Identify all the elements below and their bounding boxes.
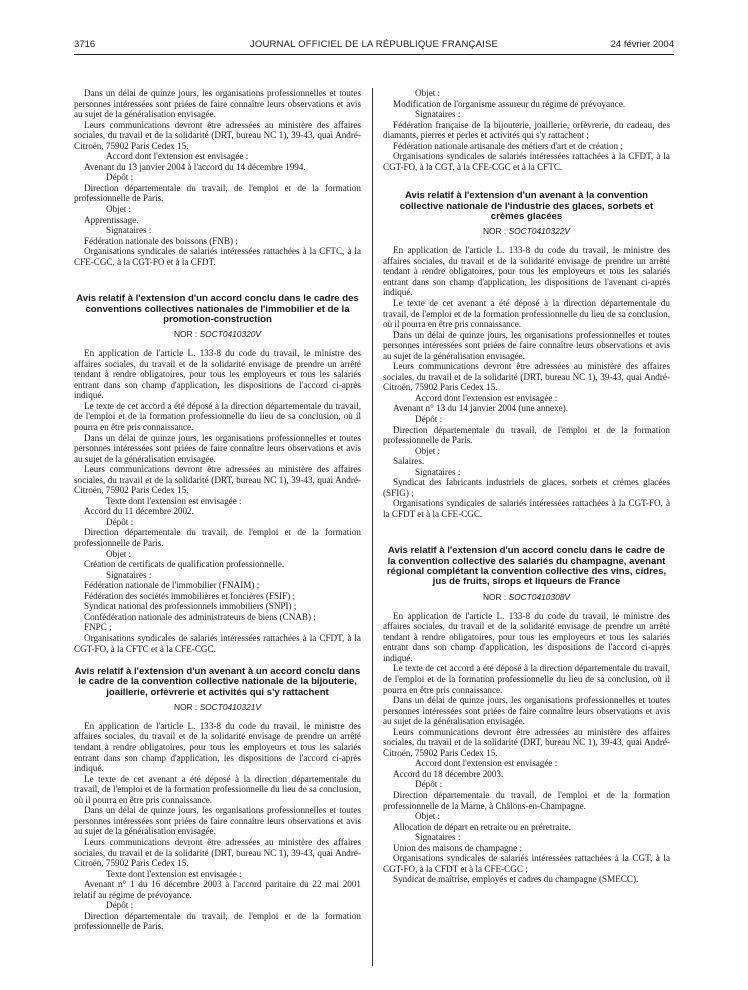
- right-column: [383, 88, 670, 885]
- paragraph: Leurs communications devront être adressées au ministère des affaires sociales, du travail et de la solidarité (DRT, bureau NC 1), 39-43, quai André-Citroën, 75902 Paris Cedex 15.: [383, 361, 670, 393]
- page-header: [74, 39, 674, 53]
- field-value: Modification de l'organisme assureur du régime de prévoyance.: [393, 98, 626, 109]
- notice-title: Avis relatif à l'extension d'un avenant à un accord conclu dans le cadre de la convention collective nationale de la bijouterie, joaillerie, orfèvrerie et activités qui s'y rattachent: [74, 666, 361, 698]
- signatory: FNPC ;: [84, 622, 112, 633]
- paragraph: En application de l'article L. 133-8 du code du travail, le ministre des affaires sociales, du travail et de la solidarité envisage de prendre un arrêté tendant à rendre obligatoires, pour tous les employeurs et tous les salariés entrant dans son champ d'application, les dispositions de l'accord ci-après indiqué.: [74, 348, 361, 401]
- signatory: Union des maisons de champagne ;: [393, 842, 522, 853]
- field-value: Avenant n° 1 du 16 décembre 2003 à l'accord paritaire du 22 mai 2001 relatif au régime de prévoyance.: [74, 879, 361, 900]
- notice-immobilier: [74, 294, 361, 654]
- field-value: Création de certificats de qualification professionnelle.: [84, 559, 285, 570]
- signatory: Fédération nationale de l'immobilier (FNAIM) ;: [84, 580, 260, 591]
- nor-reference: [74, 329, 361, 339]
- field-label: Dépôt :: [106, 516, 134, 527]
- field-value: Direction départementale du travail, de l'emploi et de la formation professionnelle de Paris.: [383, 424, 670, 446]
- nor-code: SOCT0410321V: [199, 701, 262, 712]
- paragraph: Dans un délai de quinze jours, les organisations professionnelles et toutes personnes intéressées sont priées de faire connaître leurs observations et avis au sujet de la généralisation envisagée.: [383, 329, 670, 361]
- field-value: Direction départementale du travail, de l'emploi et de la formation professionnelle de Paris.: [74, 527, 361, 549]
- notice-continued: [74, 88, 361, 267]
- paragraph: Dans un délai de quinze jours, les organisations professionnelles et toutes personnes intéressées sont priées de faire connaître leurs observations et avis au sujet de la généralisation envisagée.: [74, 805, 361, 837]
- paragraph: Le texte de cet accord a été déposé à la direction départementale du travail, de l'emploi et de la formation professionnelle du lieu de sa conclusion, où il pourra en être pris connaissance.: [74, 400, 361, 433]
- field-label: Signataires :: [106, 569, 152, 580]
- signatory: Fédération française de la bijouterie, joaillerie, orfèvrerie, du cadeau, des diamants, pierres et perles et activités qui s'y rattachent ;: [383, 119, 670, 141]
- signatory: Organisations syndicales de salariés intéressées rattachées à la CGT-FO, à la CFDT et à la CFE-CGC.: [383, 498, 670, 519]
- paragraph: Dans un délai de quinze jours, les organisations professionnelles et toutes personnes intéressées sont priées de faire connaître leurs observations et avis au sujet de la généralisation envisagée.: [74, 88, 361, 120]
- field-value: Allocation de départ en retraite ou en préretraite.: [393, 821, 571, 832]
- nor-label: NOR :: [482, 591, 507, 602]
- signatory: Fédération nationale des boissons (FNB) ;: [84, 235, 238, 246]
- paragraph: Leurs communications devront être adressées au ministère des affaires sociales, du travail et de la solidarité (DRT, bureau NC 1), 39-43, quai André-Citroën, 75902 Paris Cedex 15.: [74, 836, 361, 869]
- field-label: Objet :: [106, 204, 132, 215]
- notice-title: Avis relatif à l'extension d'un accord conclu dans le cadre de la convention collective des salariés du champagne, avenant régional complétant la convention collective des vins, cidres, jus de fruits, sirops et liqueurs de France: [386, 545, 667, 588]
- paragraph: Le texte de cet avenant a été déposé à la direction départementale du travail, de l'emploi et de la formation professionnelle du lieu de sa conclusion, où il pourra en être pris connaissance.: [383, 298, 670, 330]
- field-value: Apprentissage.: [84, 214, 139, 225]
- field-label: Texte dont l'extension est envisagée :: [106, 868, 242, 879]
- field-label: Signataires :: [415, 109, 461, 120]
- nor-reference: [383, 226, 670, 236]
- nor-reference: [383, 592, 670, 602]
- page-number: 3716: [74, 39, 96, 50]
- signatory: Organisations syndicales de salariés intéressées rattachées à la CFDT, à la CGT-FO, à la CGT, à la CFE-CGC et à la CFTC.: [383, 151, 670, 172]
- field-value: Avenant du 13 janvier 2004 à l'accord du 14 décembre 1994.: [84, 161, 306, 172]
- field-label: Objet :: [415, 88, 441, 98]
- nor-code: SOCT0410308V: [508, 591, 571, 602]
- paragraph: En application de l'article L. 133-8 du code du travail, le ministre des affaires sociales, du travail et de la solidarité envisage de prendre un arrêté tendant à rendre obligatoires, pour tous les employeurs et tous les salariés entrant dans son champ d'application, les dispositions de l'accord ci-après indiqué.: [383, 610, 670, 663]
- left-column: [74, 88, 361, 932]
- paragraph: Dans un délai de quinze jours, les organisations professionnelles et toutes personnes intéressées sont priées de faire connaître leurs observations et avis au sujet de la généralisation envisagée.: [383, 695, 670, 727]
- paragraph: En application de l'article L. 133-8 du code du travail, le ministre des affaires sociales, du travail et de la solidarité envisage de prendre un arrêté tendant à rendre obligatoires, pour tous les employeurs et tous les salariés entrant dans son champ d'application, les dispositions de l'accord ci-après indiqué.: [74, 720, 361, 774]
- field-value: Avenant n° 13 du 14 janvier 2004 (une annexe).: [393, 403, 569, 414]
- nor-code: SOCT0410320V: [199, 329, 262, 340]
- signatory: Confédération nationale des administrateurs de biens (CNAB) ;: [84, 611, 316, 622]
- journal-title: JOURNAL OFFICIEL DE LA RÉPUBLIQUE FRANÇAISE: [249, 39, 499, 50]
- notice-title: Avis relatif à l'extension d'un accord conclu dans le cadre des conventions collectives nationales de l'immobilier et de la promotion-construction: [76, 293, 359, 325]
- field-value: Salaires.: [393, 456, 425, 467]
- paragraph: Leurs communications devront être adressées au ministère des affaires sociales, du travail et de la solidarité (DRT, bureau NC 1), 39-43, quai André-Citroën, 75902 Paris Cedex 15.: [74, 464, 361, 496]
- signatory: Fédération nationale artisanale des métiers d'art et de création ;: [393, 140, 623, 151]
- field-value: Direction départementale du travail, de l'emploi et de la formation professionnelle de la Marne, à Châlons-en-Champagne.: [383, 789, 670, 811]
- paragraph: Dans un délai de quinze jours, les organisations professionnelles et toutes personnes intéressées sont priées de faire connaître leurs observations et avis au sujet de la généralisation envisagée.: [74, 432, 361, 464]
- field-label: Accord dont l'extension est envisagée :: [106, 151, 249, 162]
- field-label: Dépôt :: [106, 172, 134, 183]
- signatory: Syndicat de maîtrise, employés et cadres du champagne (SMECC).: [393, 874, 639, 885]
- signatory: Syndicat national des professionnels immobiliers (SNPI) ;: [84, 601, 297, 612]
- signatory: Fédération des sociétés immobilières et foncières (FSIF) ;: [84, 590, 296, 601]
- signatory: Organisations syndicales de salariés intéressées rattachées à la CFDT, à la CGT-FO, à la CFTC et à la CFE-CGC.: [74, 632, 361, 654]
- field-label: Signataires :: [415, 832, 461, 843]
- notice-bijouterie-continued: [383, 88, 670, 172]
- field-label: Dépôt :: [415, 779, 443, 790]
- paragraph: Le texte de cet accord a été déposé à la direction départementale du travail, de l'emploi et de la formation professionnelle du lieu de sa conclusion, où il pourra en être pris connaissance.: [383, 663, 670, 695]
- field-value: Direction départementale du travail, de l'emploi et de la formation professionnelle de Paris.: [74, 182, 361, 204]
- field-label: Objet :: [415, 811, 441, 822]
- field-label: Accord dont l'extension est envisagée :: [415, 758, 558, 769]
- field-value: Accord du 11 décembre 2002.: [84, 506, 194, 517]
- field-label: Signataires :: [415, 466, 461, 477]
- field-label: Objet :: [106, 548, 132, 559]
- notice-glaces: [383, 191, 670, 519]
- nor-label: NOR :: [482, 226, 507, 237]
- nor-code: SOCT0410322V: [508, 226, 571, 237]
- signatory: Organisations syndicales de salariés intéressées rattachées à la CFTC, à la CFE-CGC, à la CGT-FO et à la CFDT.: [74, 246, 361, 267]
- notice-bijouterie: [74, 667, 361, 932]
- signatory: Syndicat des fabricants industriels de glaces, sorbets et crèmes glacées (SFIG) ;: [383, 477, 670, 498]
- paragraph: En application de l'article L. 133-8 du code du travail, le ministre des affaires sociales, du travail et de la solidarité envisage de prendre un arrêté tendant à rendre obligatoires, pour tous les employeurs et tous les salariés entrant dans son champ d'application, les dispositions de l'avenant ci-après indiqué.: [383, 245, 670, 298]
- field-label: Objet :: [415, 445, 441, 456]
- field-value: Direction départementale du travail, de l'emploi et de la formation professionnelle de Paris.: [74, 910, 361, 932]
- field-label: Signataires :: [106, 225, 152, 236]
- field-label: Dépôt :: [106, 900, 134, 911]
- nor-reference: [74, 702, 361, 712]
- nor-label: NOR :: [173, 329, 198, 340]
- paragraph: Leurs communications devront être adressées au ministère des affaires sociales, du travail et de la solidarité (DRT, bureau NC 1), 39-43, quai André-Citroën, 75902 Paris Cedex 15.: [383, 726, 670, 758]
- notice-champagne: [383, 546, 670, 884]
- field-label: Dépôt :: [415, 414, 443, 425]
- paragraph: Leurs communications devront être adressées au ministère des affaires sociales, du travail et de la solidarité (DRT, bureau NC 1), 39-43, quai André-Citroën, 75902 Paris Cedex 15.: [74, 119, 361, 151]
- paragraph: Le texte de cet avenant a été déposé à la direction départementale du travail, de l'emploi et de la formation professionnelle du lieu de sa conclusion, où il pourra en être pris connaissance.: [74, 773, 361, 805]
- field-label: Accord dont l'extension est envisagée :: [415, 392, 558, 403]
- nor-label: NOR :: [173, 701, 198, 712]
- header-rule: [74, 54, 674, 55]
- signatory: Organisations syndicales de salariés intéressées rattachées à la CGT, à la CGT-FO, à la CFDT et à la CFE-CGC ;: [383, 853, 670, 874]
- notice-title: Avis relatif à l'extension d'un avenant à la convention collective nationale de l'industrie des glaces, sorbets et crèmes glacées: [399, 190, 654, 222]
- issue-date: 24 février 2004: [610, 39, 674, 50]
- field-label: Texte dont l'extension est envisagée :: [106, 495, 242, 506]
- field-value: Accord du 18 décembre 2003.: [393, 768, 504, 779]
- column-divider: [372, 88, 373, 966]
